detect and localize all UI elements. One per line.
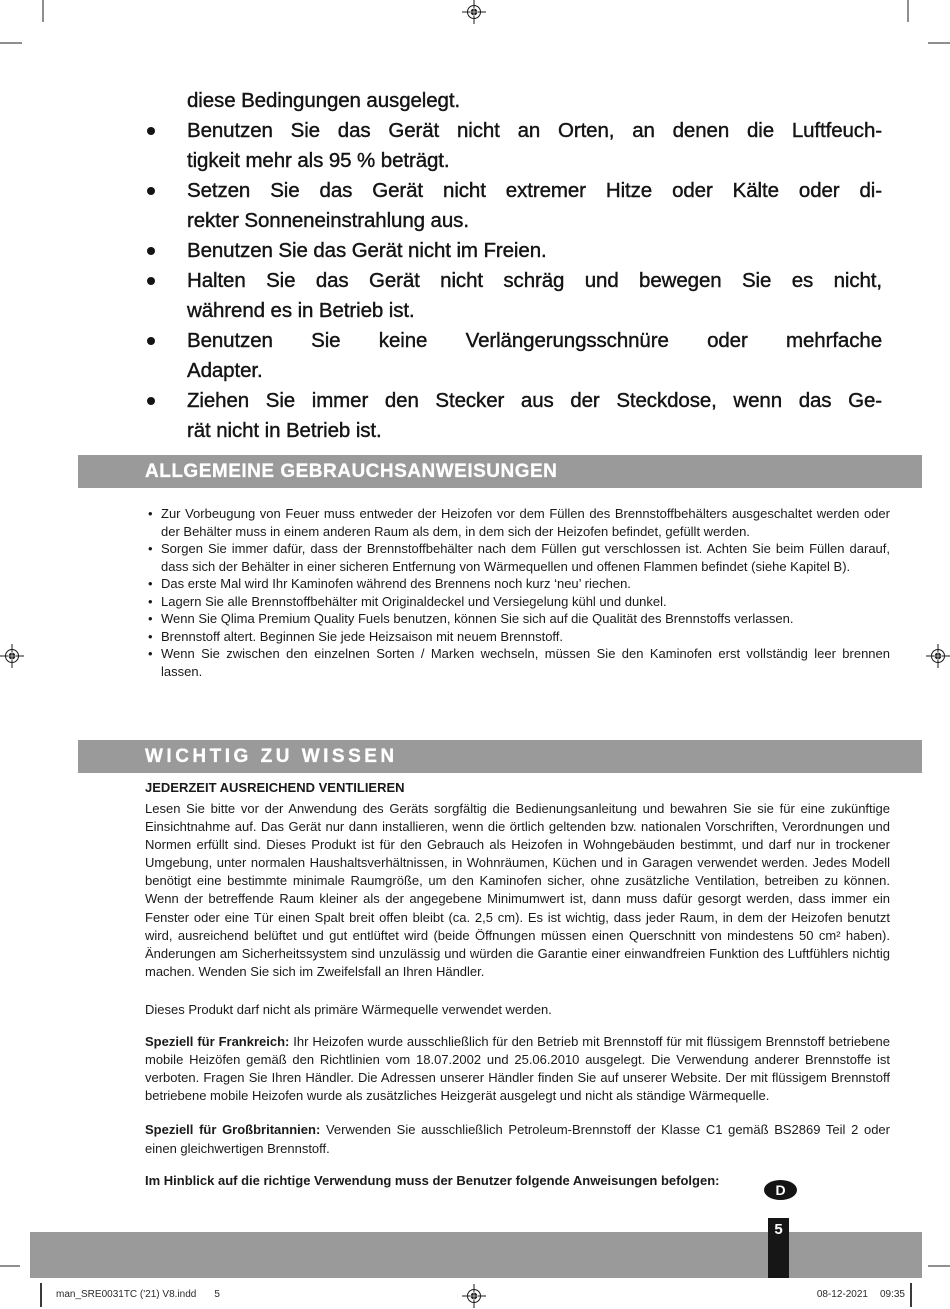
crop-mark [42, 0, 44, 22]
bullet-icon [147, 187, 155, 195]
crop-mark [928, 42, 950, 44]
intro-line-text: Halten Sie das Gerät nicht schräg und bewegen Sie es nicht, [187, 269, 882, 292]
intro-line [145, 266, 882, 296]
section-title: ALLGEMEINE GEBRAUCHSANWEISUNGEN [145, 461, 558, 482]
crop-mark [0, 42, 22, 44]
safety-bullet-list [145, 86, 882, 446]
intro-line [145, 86, 882, 116]
crop-mark [0, 1265, 20, 1267]
crop-mark [907, 0, 909, 22]
intro-line [145, 206, 882, 236]
paragraph-lead: Speziell für Großbritannien: [145, 1122, 321, 1138]
intro-line-text: Ziehen Sie immer den Stecker aus der Steckdose, wenn das Ge- [187, 389, 882, 412]
bullet-item: • Wenn Sie zwischen den einzelnen Sorten / Marken wechseln, müssen Sie den Kaminofen erst vollständig leer brennen lassen. [148, 645, 890, 680]
intro-line-text: Adapter. [187, 359, 263, 382]
footer-time: 09:35 [879, 1289, 905, 1300]
intro-line-text: während es in Betrieb ist. [187, 299, 415, 322]
footer-date: 08-12-2021 [816, 1289, 868, 1300]
paragraph: Dieses Produkt darf nicht als primäre Wärmequelle verwendet werden. [145, 1001, 552, 1017]
intro-line [145, 356, 882, 386]
section-title: WICHTIG ZU WISSEN [145, 746, 398, 767]
bullet-icon [147, 127, 155, 135]
intro-line [145, 176, 882, 206]
intro-line [145, 326, 882, 356]
bullet-item: • Wenn Sie Qlima Premium Quality Fuels benutzen, können Sie sich auf die Qualität des Brennstoffs verlassen. [148, 610, 890, 628]
page-number-tab: 5 [768, 1218, 789, 1278]
section-header-allgemeine [78, 455, 922, 488]
bullet-icon [147, 247, 155, 255]
intro-line-text: Benutzen Sie das Gerät nicht an Orten, an denen die Luftfeuch- [187, 119, 882, 142]
intro-line [145, 236, 882, 266]
footer-file-page: 5 [214, 1289, 220, 1300]
crop-mark [928, 1265, 950, 1267]
bullet-item: • Zur Vorbeugung von Feuer muss entweder der Heizofen vor dem Füllen des Brennstoffbehälters ausgeschaltet werden oder der Behälter muss in einem anderen Raum als dem, in dem sich der Heizofen befindet, gefüllt werden. [148, 505, 890, 540]
registration-mark-top-icon [462, 0, 486, 24]
intro-line-text: Benutzen Sie das Gerät nicht im Freien. [187, 239, 547, 262]
intro-line [145, 116, 882, 146]
important-info-paragraphs [145, 800, 890, 1204]
intro-line [145, 386, 882, 416]
footer-datetime [0, 1289, 905, 1300]
intro-line-text: Benutzen Sie keine Verlängerungsschnüre oder mehrfache [187, 329, 882, 352]
intro-line [145, 146, 882, 176]
general-instructions-list [148, 505, 890, 680]
paragraph-lead: Speziell für Frankreich: [145, 1034, 290, 1050]
registration-mark-left-icon [0, 644, 24, 668]
intro-line-text: rekter Sonneneinstrahlung aus. [187, 209, 469, 232]
intro-line [145, 416, 882, 446]
bullet-icon [147, 277, 155, 285]
intro-line-text: diese Bedingungen ausgelegt. [187, 89, 461, 112]
bullet-item: • Das erste Mal wird Ihr Kaminofen während des Brennens noch kurz ‘neu’ riechen. [148, 575, 890, 593]
paragraph: Speziell für Großbritannien: Verwenden Sie ausschließlich Petroleum-Brennstoff der Klasse C1 gemäß BS2869 Teil 2 oder einen gleichwertigen Brennstoff. [145, 1122, 890, 1156]
intro-line-text: Setzen Sie das Gerät nicht extremer Hitze oder Kälte oder di- [187, 179, 882, 202]
paragraph: Im Hinblick auf die richtige Verwendung muss der Benutzer folgende Anweisungen befolgen: [145, 1172, 720, 1188]
registration-mark-right-icon [926, 644, 950, 668]
bullet-item: • Lagern Sie alle Brennstoffbehälter mit Originaldeckel und Versiegelung kühl und dunkel. [148, 593, 890, 611]
country-badge: D [764, 1180, 797, 1200]
bullet-icon [147, 337, 155, 345]
bullet-icon [147, 397, 155, 405]
intro-line [145, 296, 882, 326]
paragraph: Lesen Sie bitte vor der Anwendung des Geräts sorgfältig die Bedienungsanleitung und bewahren Sie sie für eine zukünftige Einsichtnahme auf. Das Gerät nur dann installieren, wenn die örtlich geltenden bzw. nationalen Vorschriften, Verordnungen und Normen erfüllt sind. Dieses Produkt ist für den Gebrauch als Heizofen in Wohngebäuden bestimmt, und darf nur in trockener Umgebung, unter normalen Haushaltsverhältnissen, in Wohnräumen, Küchen und in Garagen verwendet werden. Jedes Modell benötigt eine bestimmte minimale Raumgröße, um den Kaminofen sicher, ohne zusätzliche Ventilation, betreiben zu können. Wenn der betreffende Raum kleiner als der angegebene Minimumwert ist, dann muss dafür gesorgt werden, dass immer ein Fenster oder eine Tür einen Spalt breit offen bleibt (ca. 2,5 cm). Es ist wichtig, dass jeder Raum, in dem der Heizofen benutzt wird, ausreichend belüftet und gut entlüftet wird (beide Öffnungen müssen einen Querschnitt von mindestens 50 cm² haben). Änderungen am Sicherheitssystem sind unzulässig und würden die Garantie einer einwandfreien Funktion des Luftfühlers nichtig machen. Wenden Sie sich im Zweifelsfall an Ihren Händler. [145, 801, 890, 979]
footer-crop-line-right [910, 1283, 912, 1307]
intro-line-text: tigkeit mehr als 95 % beträgt. [187, 149, 450, 172]
bullet-item: • Sorgen Sie immer dafür, dass der Brennstoffbehälter nach dem Füllen gut verschlossen ist. Achten Sie beim Füllen darauf, dass sich der Behälter in einer sicheren Entfernung von Wärmequellen und offenen Flammen befindet (siehe Kapitel B). [148, 540, 890, 575]
footer-file-label: man_SRE0031TC ('21) V8.indd [56, 1289, 197, 1300]
intro-line-text: rät nicht in Betrieb ist. [187, 419, 382, 442]
section-header-wichtig [78, 740, 922, 773]
bullet-item: • Brennstoff altert. Beginnen Sie jede Heizsaison mit neuem Brennstoff. [148, 628, 890, 646]
subheading-ventilieren: JEDERZEIT AUSREICHEND VENTILIEREN [145, 780, 405, 795]
paragraph: Speziell für Frankreich: Ihr Heizofen wurde ausschließlich für den Betrieb mit Brennstoff für mit flüssigem Brennstoff betriebene mobile Heizöfen gemäß den Richtlinien vom 18.07.2002 und 25.06.2010 ausgelegt. Die Verwendung anderer Brennstoffe ist verboten. Fragen Sie Ihren Händler. Die Adressen unserer Händler finden Sie auf unserer Website. Der mit flüssigem Brennstoff betriebene mobile Heizofen wurde als zusätzliches Heizgerät ausgelegt und nicht als ständige Wärmequelle. [145, 1034, 890, 1104]
